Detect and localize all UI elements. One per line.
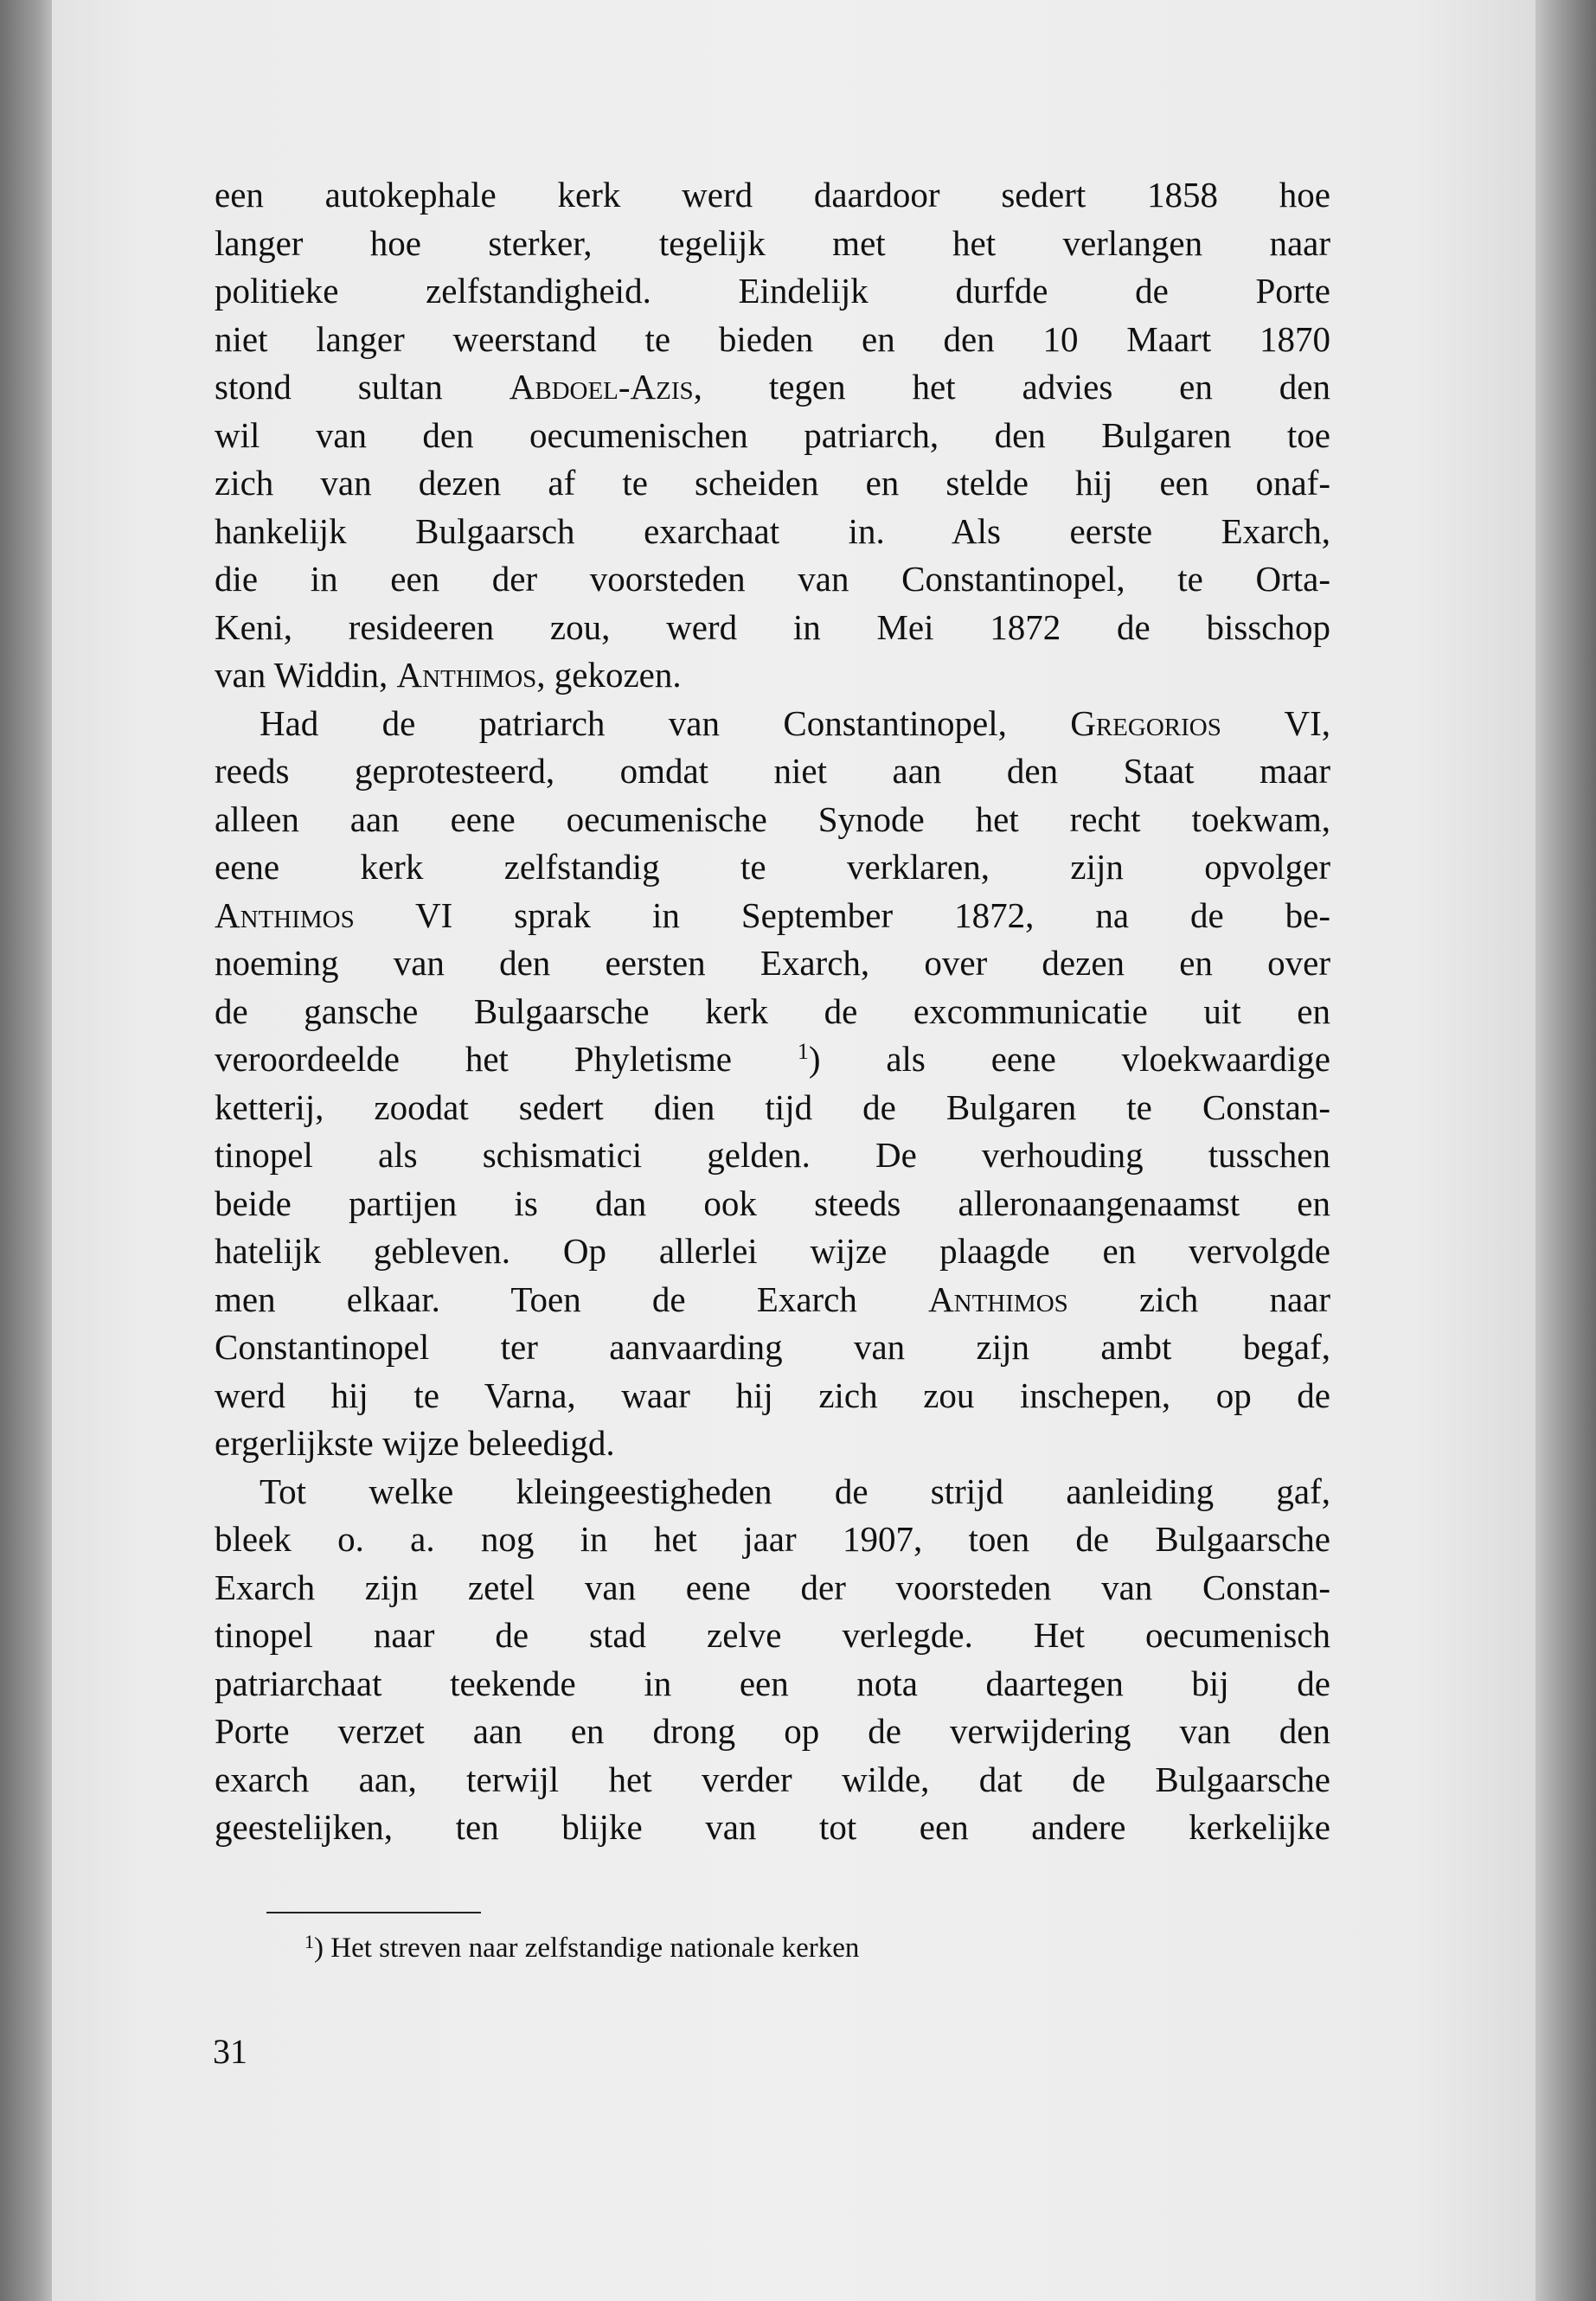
- text-line: [215, 1804, 1330, 1852]
- text-line: [215, 1372, 1330, 1420]
- text-line: [215, 1516, 1330, 1564]
- line-text: zich naar: [1067, 1279, 1330, 1319]
- footnote-text: ) Het streven naar zelfstandige nationale kerken: [314, 1932, 860, 1964]
- text-line: [215, 459, 1330, 508]
- footnote-mark: 1: [304, 1931, 314, 1952]
- footnote: [304, 1931, 859, 1968]
- text-line: [215, 316, 1330, 364]
- scan-left-edge: [0, 0, 52, 2301]
- text-line: [215, 988, 1330, 1036]
- line-text: die in een der voorsteden van Constantinopel, te Orta-: [215, 559, 1330, 599]
- scan-right-edge: [1535, 0, 1596, 2301]
- line-text: veroordeelde het Phyletisme: [215, 1039, 798, 1079]
- text-line: [215, 171, 1330, 220]
- text-line: [215, 1564, 1330, 1612]
- text-line: [215, 363, 1330, 412]
- line-text: ergerlijkste wijze beleedigd.: [215, 1423, 615, 1463]
- line-text: beide partijen is dan ook steeds alleronaangenaamst en: [215, 1183, 1330, 1223]
- line-text: geestelijken, ten blijke van tot een andere kerkelijke: [215, 1807, 1330, 1847]
- line-text: werd hij te Varna, waar hij zich zou inschepen, op de: [215, 1375, 1330, 1415]
- text-line: [215, 651, 1330, 700]
- line-text: niet langer weerstand te bieden en den 10 Maart 1870: [215, 318, 1330, 359]
- line-text: , tegen het advies en den: [693, 367, 1330, 407]
- line-text: men elkaar. Toen de Exarch: [215, 1279, 929, 1319]
- line-text: van Widdin,: [215, 655, 397, 695]
- line-text: VI,: [1221, 702, 1330, 743]
- book-page: [52, 0, 1535, 2301]
- line-text: ketterij, zoodat sedert dien tijd de Bulgaren te Constan-: [215, 1086, 1330, 1127]
- name-small-caps: Anthimos: [215, 894, 355, 935]
- line-text: Had de patriarch van Constantinopel,: [260, 702, 1071, 743]
- text-line: [215, 1708, 1330, 1756]
- line-text: hatelijk gebleven. Op allerlei wijze plaagde en vervolgde: [215, 1231, 1330, 1271]
- line-text: stond sultan: [215, 367, 510, 407]
- text-line: [215, 843, 1330, 892]
- line-text: Tot welke kleingeestigheden de strijd aanleiding gaf,: [260, 1471, 1330, 1511]
- text-line: [215, 1227, 1330, 1276]
- line-text: tinopel als schismatici gelden. De verhouding tusschen: [215, 1135, 1330, 1175]
- line-text: wil van den oecumenischen patriarch, den Bulgaren toe: [215, 414, 1330, 455]
- text-line: [215, 508, 1330, 556]
- line-text: de gansche Bulgaarsche kerk de excommunicatie uit en: [215, 990, 1330, 1031]
- footnote-reference: 1: [797, 1039, 809, 1064]
- line-text: Constantinopel ter aanvaarding van zijn ambt begaf,: [215, 1327, 1330, 1367]
- text-line: [215, 939, 1330, 988]
- text-line: [215, 1612, 1330, 1660]
- text-line: [215, 1180, 1330, 1228]
- text-line: [215, 604, 1330, 652]
- line-text: hankelijk Bulgaarsch exarchaat in. Als eerste Exarch,: [215, 510, 1330, 551]
- text-line: [215, 412, 1330, 460]
- body-text: [215, 171, 1330, 1852]
- line-text: , gekozen.: [536, 655, 682, 695]
- line-text: Porte verzet aan en drong op de verwijdering van den: [215, 1711, 1330, 1751]
- text-line: [215, 555, 1330, 604]
- line-text: reeds geprotesteerd, omdat niet aan den Staat maar: [215, 751, 1330, 791]
- name-small-caps: Abdoel-Azis: [509, 367, 694, 407]
- name-small-caps: Gregorios: [1070, 702, 1221, 743]
- name-small-caps: Anthimos: [396, 655, 537, 695]
- text-line: [215, 220, 1330, 268]
- text-line: [215, 267, 1330, 316]
- text-line: [215, 1660, 1330, 1708]
- line-text: VI sprak in September 1872, na de be-: [354, 894, 1330, 935]
- line-text: Exarch zijn zetel van eene der voorsteden van Constan-: [215, 1567, 1330, 1607]
- text-line: [215, 1756, 1330, 1804]
- line-text: patriarchaat teekende in een nota daartegen bij de: [215, 1663, 1330, 1703]
- text-line: [215, 1276, 1330, 1324]
- line-text: tinopel naar de stad zelve verlegde. Het oecumenisch: [215, 1615, 1330, 1655]
- text-line: [215, 1324, 1330, 1372]
- line-text: exarch aan, terwijl het verder wilde, dat de Bulgaarsche: [215, 1759, 1330, 1799]
- text-line: [215, 1131, 1330, 1180]
- line-text: alleen aan eene oecumenische Synode het recht toekwam,: [215, 798, 1330, 839]
- text-line: [215, 1084, 1330, 1132]
- text-line: [215, 700, 1330, 748]
- text-line: [215, 796, 1330, 844]
- text-line: [215, 1420, 1330, 1468]
- line-text: ) als eene vloekwaardige: [808, 1039, 1330, 1079]
- line-text: bleek o. a. nog in het jaar 1907, toen de Bulgaarsche: [215, 1519, 1330, 1559]
- line-text: langer hoe sterker, tegelijk met het verlangen naar: [215, 222, 1330, 263]
- line-text: Keni, resideeren zou, werd in Mei 1872 de bisschop: [215, 606, 1330, 647]
- text-line: [215, 747, 1330, 796]
- footnote-rule: [266, 1912, 481, 1913]
- text-line: [215, 1035, 1330, 1084]
- page-number: 31: [213, 2032, 247, 2071]
- text-line: [215, 892, 1330, 940]
- name-small-caps: Anthimos: [928, 1279, 1068, 1319]
- line-text: een autokephale kerk werd daardoor sedert 1858 hoe: [215, 175, 1330, 215]
- line-text: eene kerk zelfstandig te verklaren, zijn opvolger: [215, 847, 1330, 887]
- text-line: [215, 1468, 1330, 1516]
- line-text: politieke zelfstandigheid. Eindelijk durfde de Porte: [215, 271, 1330, 311]
- line-text: zich van dezen af te scheiden en stelde hij een onaf-: [215, 463, 1330, 503]
- line-text: noeming van den eersten Exarch, over dezen en over: [215, 943, 1330, 983]
